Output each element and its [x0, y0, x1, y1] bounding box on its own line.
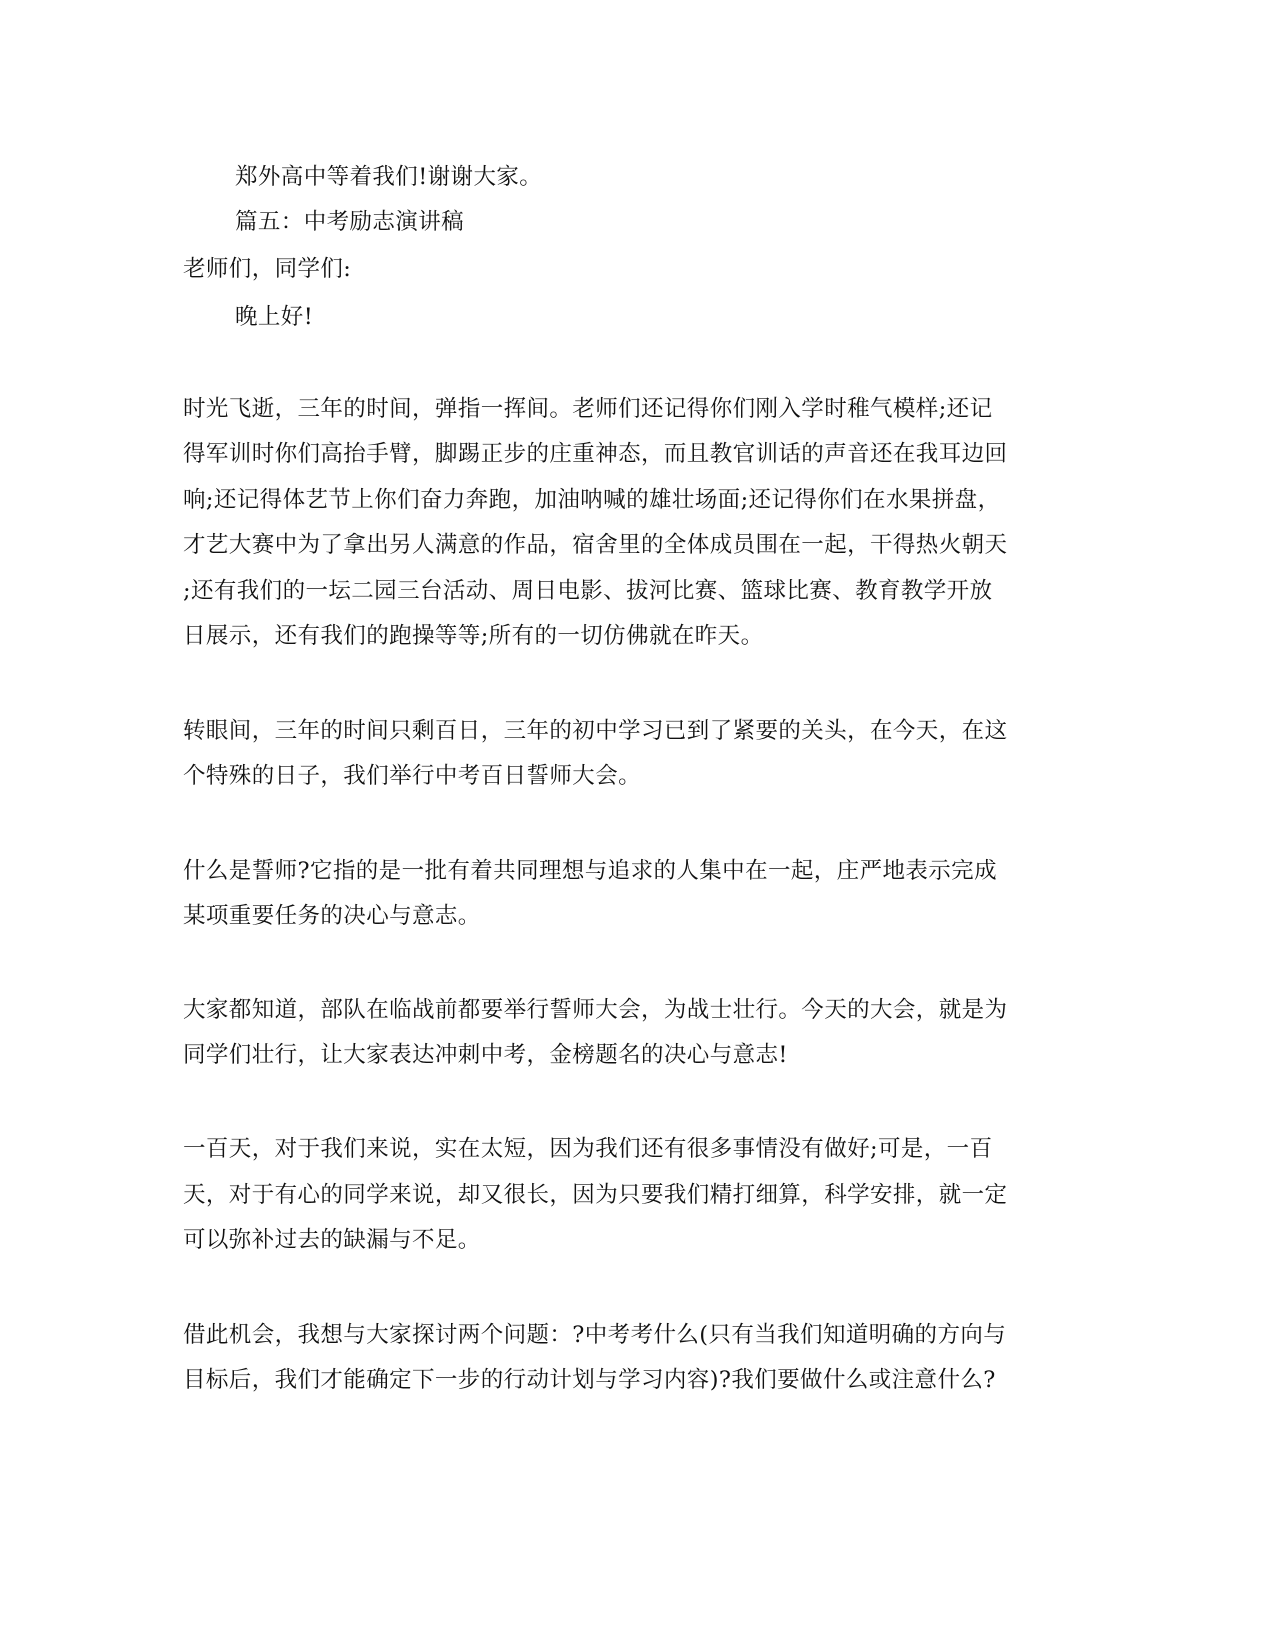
- paragraph-5-line-3: 可以弥补过去的缺漏与不足。: [183, 1227, 481, 1253]
- paragraph-1-line-6: 日展示，还有我们的跑操等等;所有的一切仿佛就在昨天。: [183, 623, 764, 649]
- section-title: 篇五：中考励志演讲稿: [235, 209, 465, 235]
- greeting: 晚上好!: [235, 304, 314, 330]
- paragraph-1-line-4: 才艺大赛中为了拿出另人满意的作品，宿舍里的全体成员围在一起，干得热火朝天: [183, 532, 1008, 558]
- paragraph-1-line-3: 响;还记得体艺节上你们奋力奔跑，加油呐喊的雄壮场面;还记得你们在水果拼盘，: [183, 487, 1001, 513]
- paragraph-2-line-2: 个特殊的日子，我们举行中考百日誓师大会。: [183, 763, 642, 789]
- paragraph-4-line-2: 同学们壮行，让大家表达冲刺中考，金榜题名的决心与意志!: [183, 1042, 788, 1068]
- paragraph-1-line-2: 得军训时你们高抬手臂，脚踢正步的庄重神态，而且教官训话的声音还在我耳边回: [183, 441, 1008, 467]
- paragraph-1-line-5: ;还有我们的一坛二园三台活动、周日电影、拔河比赛、篮球比赛、教育教学开放: [183, 578, 993, 604]
- paragraph-2-line-1: 转眼间，三年的时间只剩百日，三年的初中学习已到了紧要的关头，在今天，在这: [183, 718, 1008, 744]
- paragraph-3-line-1: 什么是誓师?它指的是一批有着共同理想与追求的人集中在一起，庄严地表示完成: [183, 858, 997, 884]
- paragraph-3-line-2: 某项重要任务的决心与意志。: [183, 903, 481, 929]
- closing-line: 郑外高中等着我们!谢谢大家。: [235, 164, 543, 190]
- paragraph-5-line-1: 一百天，对于我们来说，实在太短，因为我们还有很多事情没有做好;可是，一百: [183, 1136, 993, 1162]
- paragraph-1-line-1: 时光飞逝，三年的时间，弹指一挥间。老师们还记得你们刚入学时稚气模样;还记: [183, 396, 993, 422]
- paragraph-6-line-2: 目标后，我们才能确定下一步的行动计划与学习内容)?我们要做什么或注意什么?: [183, 1367, 996, 1393]
- salutation: 老师们，同学们:: [183, 256, 352, 282]
- paragraph-5-line-2: 天，对于有心的同学来说，却又很长，因为只要我们精打细算，科学安排，就一定: [183, 1182, 1008, 1208]
- paragraph-6-line-1: 借此机会，我想与大家探讨两个问题：?中考考什么(只有当我们知道明确的方向与: [183, 1322, 1007, 1348]
- paragraph-4-line-1: 大家都知道，部队在临战前都要举行誓师大会，为战士壮行。今天的大会，就是为: [183, 997, 1008, 1023]
